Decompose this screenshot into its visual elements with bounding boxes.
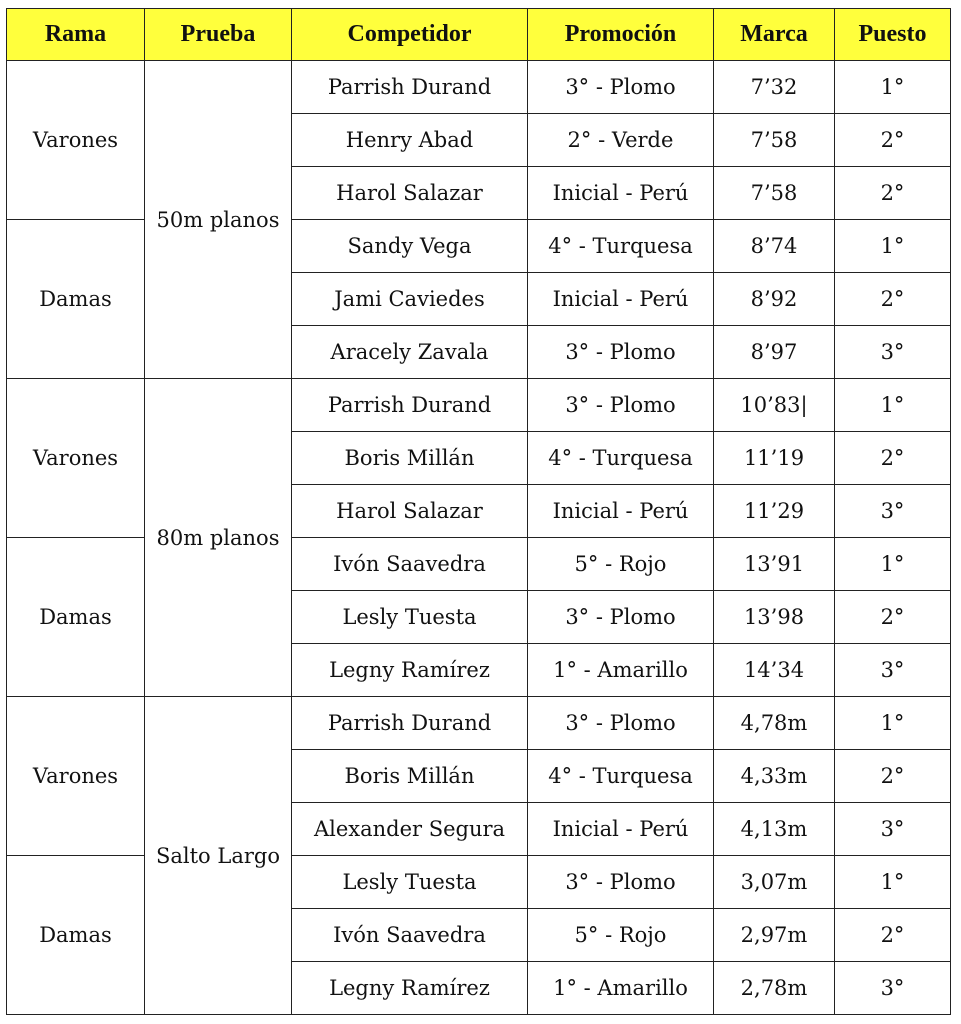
puesto-cell: 3° (835, 644, 951, 697)
competidor-cell: Sandy Vega (292, 220, 528, 273)
table-row (7, 61, 951, 114)
puesto-cell: 2° (835, 167, 951, 220)
marca-cell: 8’92 (714, 273, 835, 326)
prueba-cell: 80m planos (145, 379, 292, 697)
rama-cell: Varones (7, 61, 145, 220)
puesto-cell: 1° (835, 220, 951, 273)
puesto-cell: 3° (835, 326, 951, 379)
marca-cell: 13’91 (714, 538, 835, 591)
competidor-cell: Harol Salazar (292, 485, 528, 538)
competidor-cell: Lesly Tuesta (292, 591, 528, 644)
promocion-cell: 3° - Plomo (528, 61, 714, 114)
competidor-cell: Harol Salazar (292, 167, 528, 220)
promocion-cell: 4° - Turquesa (528, 750, 714, 803)
promocion-cell: 3° - Plomo (528, 591, 714, 644)
competidor-cell: Aracely Zavala (292, 326, 528, 379)
promocion-cell: Inicial - Perú (528, 273, 714, 326)
promocion-cell: 5° - Rojo (528, 538, 714, 591)
promocion-cell: 3° - Plomo (528, 856, 714, 909)
puesto-cell: 2° (835, 909, 951, 962)
puesto-cell: 2° (835, 114, 951, 167)
puesto-cell: 1° (835, 856, 951, 909)
marca-cell: 10’83| (714, 379, 835, 432)
competidor-cell: Henry Abad (292, 114, 528, 167)
marca-cell: 8’74 (714, 220, 835, 273)
table-row (7, 697, 951, 750)
promocion-cell: 5° - Rojo (528, 909, 714, 962)
marca-cell: 11’29 (714, 485, 835, 538)
competidor-cell: Parrish Durand (292, 697, 528, 750)
competidor-cell: Boris Millán (292, 432, 528, 485)
puesto-cell: 2° (835, 432, 951, 485)
promocion-cell: 4° - Turquesa (528, 432, 714, 485)
marca-cell: 11’19 (714, 432, 835, 485)
marca-cell: 2,78m (714, 962, 835, 1015)
header-puesto: Puesto (835, 9, 951, 61)
rama-cell: Varones (7, 379, 145, 538)
marca-cell: 13’98 (714, 591, 835, 644)
promocion-cell: 2° - Verde (528, 114, 714, 167)
competidor-cell: Parrish Durand (292, 379, 528, 432)
header-marca: Marca (714, 9, 835, 61)
marca-cell: 14’34 (714, 644, 835, 697)
competidor-cell: Boris Millán (292, 750, 528, 803)
marca-cell: 4,13m (714, 803, 835, 856)
puesto-cell: 3° (835, 485, 951, 538)
competidor-cell: Jami Caviedes (292, 273, 528, 326)
table-row (7, 379, 951, 432)
marca-cell: 7’32 (714, 61, 835, 114)
puesto-cell: 2° (835, 591, 951, 644)
header-row (7, 9, 951, 61)
puesto-cell: 1° (835, 538, 951, 591)
header-promocion: Promoción (528, 9, 714, 61)
marca-cell: 3,07m (714, 856, 835, 909)
promocion-cell: 3° - Plomo (528, 326, 714, 379)
marca-cell: 2,97m (714, 909, 835, 962)
puesto-cell: 3° (835, 962, 951, 1015)
promocion-cell: Inicial - Perú (528, 803, 714, 856)
puesto-cell: 1° (835, 61, 951, 114)
rama-cell: Damas (7, 856, 145, 1015)
rama-cell: Damas (7, 538, 145, 697)
puesto-cell: 2° (835, 750, 951, 803)
competidor-cell: Ivón Saavedra (292, 538, 528, 591)
puesto-cell: 3° (835, 803, 951, 856)
promocion-cell: 1° - Amarillo (528, 644, 714, 697)
competidor-cell: Alexander Segura (292, 803, 528, 856)
promocion-cell: Inicial - Perú (528, 167, 714, 220)
rama-cell: Damas (7, 220, 145, 379)
promocion-cell: 4° - Turquesa (528, 220, 714, 273)
puesto-cell: 1° (835, 697, 951, 750)
marca-cell: 4,33m (714, 750, 835, 803)
marca-cell: 7’58 (714, 114, 835, 167)
results-table (6, 8, 951, 1015)
header-prueba: Prueba (145, 9, 292, 61)
puesto-cell: 1° (835, 379, 951, 432)
promocion-cell: Inicial - Perú (528, 485, 714, 538)
header-competidor: Competidor (292, 9, 528, 61)
promocion-cell: 3° - Plomo (528, 697, 714, 750)
promocion-cell: 3° - Plomo (528, 379, 714, 432)
prueba-cell: Salto Largo (145, 697, 292, 1015)
competidor-cell: Lesly Tuesta (292, 856, 528, 909)
puesto-cell: 2° (835, 273, 951, 326)
competidor-cell: Legny Ramírez (292, 962, 528, 1015)
marca-cell: 8’97 (714, 326, 835, 379)
competidor-cell: Parrish Durand (292, 61, 528, 114)
marca-cell: 7’58 (714, 167, 835, 220)
header-rama: Rama (7, 9, 145, 61)
rama-cell: Varones (7, 697, 145, 856)
competidor-cell: Ivón Saavedra (292, 909, 528, 962)
marca-cell: 4,78m (714, 697, 835, 750)
prueba-cell: 50m planos (145, 61, 292, 379)
promocion-cell: 1° - Amarillo (528, 962, 714, 1015)
competidor-cell: Legny Ramírez (292, 644, 528, 697)
